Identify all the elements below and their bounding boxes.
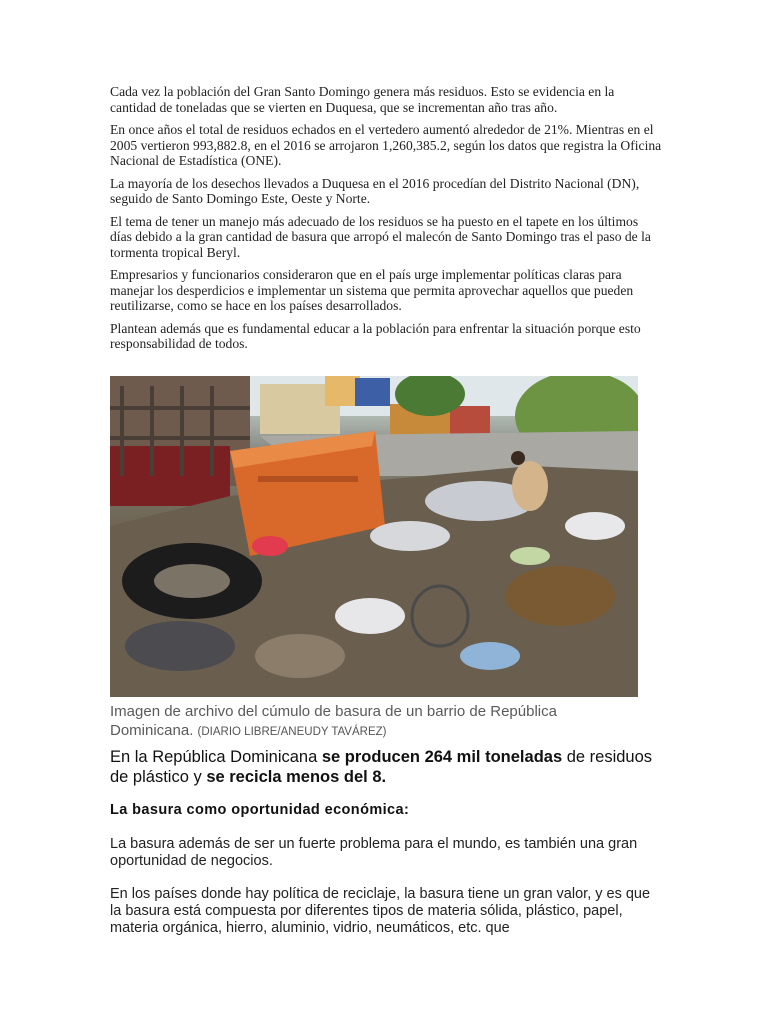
photo-caption [110, 702, 630, 742]
section-paragraph-1: La basura además de ser un fuerte problema para el mundo, es también una gran oportunidad de negocios. [110, 836, 638, 869]
caption-text: Imagen de archivo del cúmulo de basura de un barrio de República Dominicana. [110, 703, 557, 739]
article-paragraph-6: Plantean además que es fundamental educar a la población para enfrentar la situación porque esto responsabilidad de todos. [110, 320, 641, 351]
stat-text-2: de residuos de plástico y [110, 748, 653, 786]
stat-text-1: En la República Dominicana [110, 748, 322, 766]
section-paragraph-2: En los países donde hay política de reciclaje, la basura tiene un gran valor, y es que la basura está compuesta por diferentes tipos de materia sólida, plástico, papel, materia orgánica, hierro, aluminio, vidrio, neumáticos, etc. que [110, 886, 651, 936]
caption-credit: (DIARIO LIBRE/ANEUDY TAVÁREZ) [197, 726, 387, 738]
section-heading: La basura como oportunidad económica: [110, 802, 410, 818]
stat-bold-2: se recicla menos del 8. [206, 768, 387, 786]
garbage-photo-illustration [110, 376, 638, 697]
article-paragraph-4: El tema de tener un manejo más adecuado de los residuos se ha puesto en el tapete en los últimos días debido a la gran cantidad de basura que arropó el malecón de Santo Domingo tras el paso de la tormenta tropical Beryl. [110, 213, 651, 260]
plastic-statistic [110, 747, 670, 787]
article-paragraph-5: Empresarios y funcionarios consideraron que en el país urge implementar políticas claras para manejar los desperdicios e implementar un sistema que permita aprovechar aquellos que pueden reutilizarse, como se hace en los países desarrollados. [110, 267, 634, 313]
garbage-photo [110, 376, 638, 697]
article-body [110, 84, 662, 359]
stat-bold-1: se producen 264 mil toneladas [321, 748, 563, 766]
article-paragraph-3: La mayoría de los desechos llevados a Duquesa en el 2016 procedían del Distrito Nacional (DN), seguido de Santo Domingo Este, Oeste y Norte. [110, 175, 640, 206]
article-paragraph-1: Cada vez la población del Gran Santo Domingo genera más residuos. Esto se evidencia en la cantidad de toneladas que se vierten en Duquesa, que se incrementan año tras año. [110, 84, 615, 115]
article-paragraph-2: En once años el total de residuos echados en el vertedero aumentó alrededor de 21%. Mientras en el 2005 vertieron 993,882.8, en el 2016 se arrojaron 1,260,385.2, según los datos que registra la Oficina Nacional de Estadística (ONE). [110, 122, 662, 168]
